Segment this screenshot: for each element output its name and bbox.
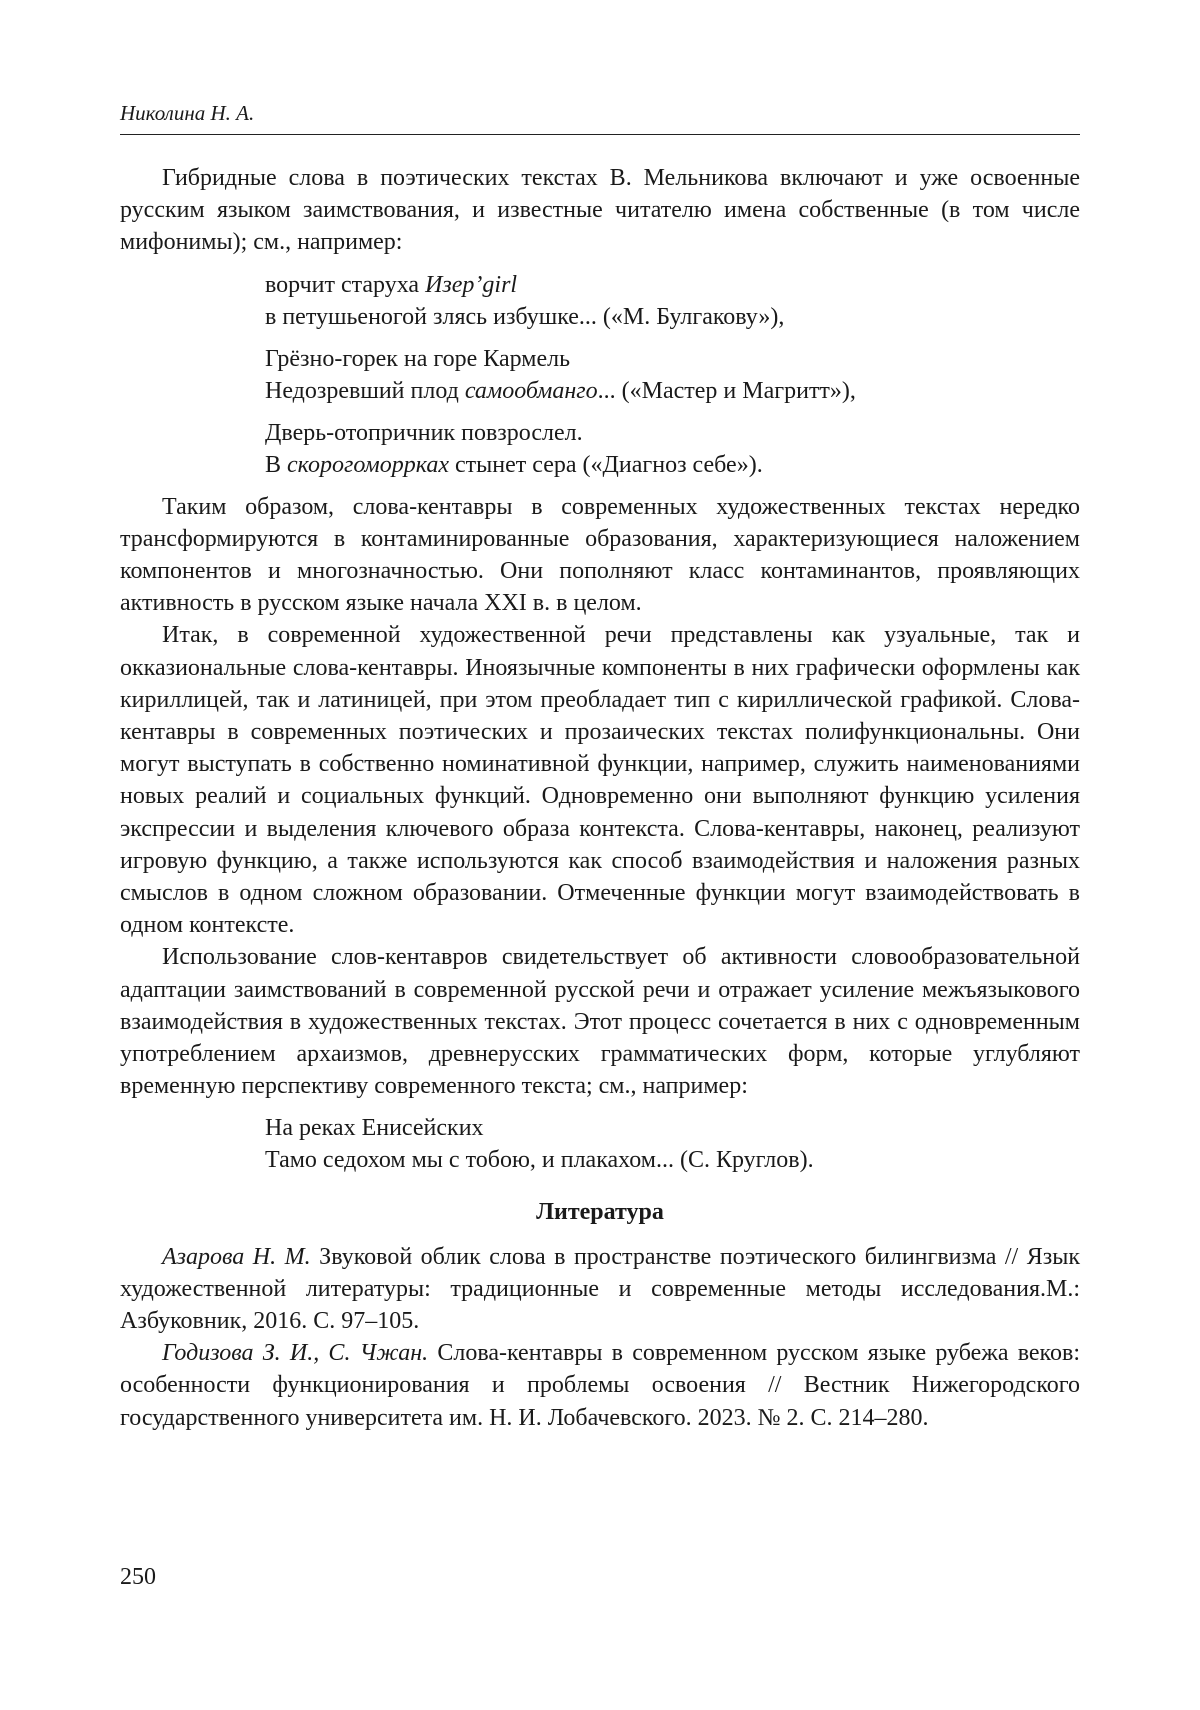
verse-italic: Изер’girl [425, 271, 518, 298]
page-number: 250 [120, 1564, 156, 1590]
literature-heading: Литература [536, 1199, 664, 1226]
verse-text: В [265, 451, 288, 478]
verse-text: Недозревший плод [265, 377, 465, 404]
verse-stanza [265, 269, 1080, 333]
verse-line: Грёзно-горек на горе Кармель [265, 345, 571, 372]
verse-stanza [265, 343, 1080, 407]
verse-italic: самообманго [464, 377, 598, 404]
header-rule [120, 134, 1080, 135]
verse-line [265, 269, 1080, 301]
verse-line [265, 375, 1080, 407]
reference-item [120, 1337, 1080, 1434]
verse-line: в петушьеногой злясь избушке... («М. Булгакову»), [265, 303, 785, 330]
paragraph-4: Использование слов-кентавров свидетельствует об активности словообразовательной адаптации заимствований в современной русской речи и отражает усиление межъязыкового взаимодействия в художественных текстах. Этот процесс сочетается в них с одновременным употреблением архаизмов, древнерусских грамматических форм, которые углубляют временную перспективу современного текста; см., например: [120, 944, 1080, 1100]
verse-line: Тамо седохом мы с тобою, и плакахом... (С. Круглов). [265, 1147, 814, 1174]
verse-line: Дверь-отопричник повзрослел. [265, 419, 583, 446]
paragraph-1: Гибридные слова в поэтических текстах В. Мельникова включают и уже освоенные русским языком заимствования, и известные читателю имена собственные (в том числе мифонимы); см., например: [120, 165, 1080, 256]
reference-item [120, 1241, 1080, 1338]
verse-line [265, 449, 1080, 481]
reference-authors: Азарова Н. М. [162, 1243, 311, 1270]
verse-italic: скорогоморрках [287, 451, 450, 478]
verse-text: стынет сера («Диагноз себе»). [449, 451, 763, 478]
verse-text: ворчит старуха [265, 271, 426, 298]
reference-authors: Годизова З. И., С. Чжан. [162, 1340, 429, 1367]
reference-text: Слова-кентавры в современном русском языке рубежа веков: особенности функционирования и проблемы освоения // Вестник Нижегородского государственного университета им. Н. И. Лобачевского. 2023. № 2. С. 214–280. [120, 1340, 1080, 1431]
verse-quote-1 [265, 269, 1080, 481]
reference-text: Звуковой облик слова в пространстве поэтического билингвизма // Язык художественной литературы: традиционные и современные методы исследования.М.: Азбуковник, 2016. С. 97–105. [120, 1243, 1080, 1335]
paragraph-3: Итак, в современной художественной речи представлены как узуальные, так и окказиональные слова-кентавры. Иноязычные компоненты в них графически оформлены как кириллицей, так и латиницей, при этом преобладает тип с кириллической графикой. Слова-кентавры в современных поэтических и прозаических текстах полифункциональны. Они могут выступать в собственно номинативной функции, например, служить наименованиями новых реалий и социальных функций. Одновременно они выполняют функцию усиления экспрессии и выделения ключевого образа контекста. Слова-кентавры, наконец, реализуют игровую функцию, а также используются как способ взаимодействия и наложения разных смыслов в одном сложном образовании. Отмеченные функции могут взаимодействовать в одном контексте. [120, 622, 1080, 939]
verse-text: ... («Мастер и Магритт»), [597, 377, 856, 404]
paragraph-2: Таким образом, слова-кентавры в современных художественных текстах нередко трансформируются в контаминированные образования, характеризующиеся наложением компонентов и многозначностью. Они пополняют класс контаминантов, проявляющих активность в русском языке начала XXI в. в целом. [120, 493, 1080, 617]
verse-stanza [265, 417, 1080, 481]
verse-line: На реках Енисейских [265, 1115, 484, 1142]
verse-stanza [265, 1112, 1080, 1176]
article-body [120, 162, 1080, 1434]
verse-quote-2 [265, 1112, 1080, 1176]
running-header: Николина Н. А. [120, 101, 255, 125]
